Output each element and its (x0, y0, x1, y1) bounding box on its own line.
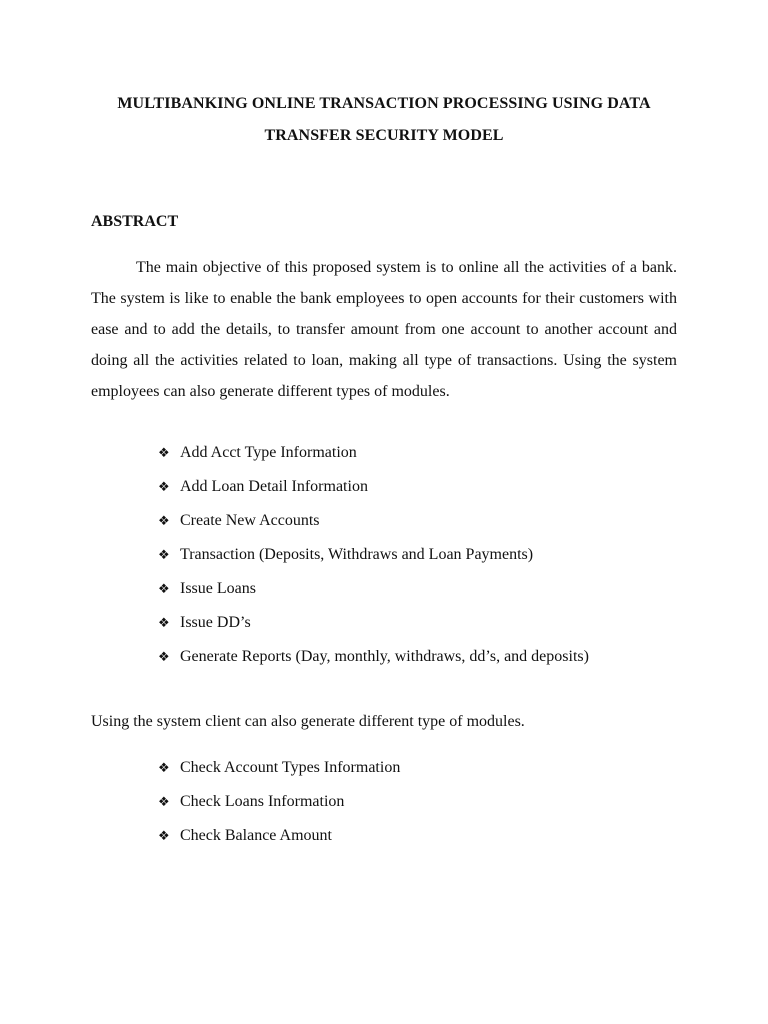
document-title (60, 88, 708, 152)
list-item (158, 785, 400, 819)
title-line-1: MULTIBANKING ONLINE TRANSACTION PROCESSING USING DATA (117, 95, 651, 112)
title-line-2: TRANSFER SECURITY MODEL (264, 127, 504, 144)
list-item-label: Check Account Types Information (180, 759, 401, 776)
list-item (158, 751, 400, 785)
list-item (158, 572, 589, 606)
list-item (158, 640, 589, 674)
list-item (158, 436, 589, 470)
list-item-label: Add Loan Detail Information (180, 478, 368, 495)
list-item (158, 819, 400, 853)
diamond-bullet-icon: ❖ (158, 761, 170, 776)
list-item-label: Check Balance Amount (180, 827, 332, 844)
list-item (158, 538, 589, 572)
list-item-label: Issue DD’s (180, 614, 251, 631)
diamond-bullet-icon: ❖ (158, 829, 170, 844)
diamond-bullet-icon: ❖ (158, 446, 170, 461)
list-item (158, 504, 589, 538)
diamond-bullet-icon: ❖ (158, 582, 170, 597)
diamond-bullet-icon: ❖ (158, 650, 170, 665)
diamond-bullet-icon: ❖ (158, 514, 170, 529)
list-item-label: Check Loans Information (180, 793, 345, 810)
list-item (158, 606, 589, 640)
diamond-bullet-icon: ❖ (158, 548, 170, 563)
client-modules-list (158, 751, 400, 853)
employee-modules-list (158, 436, 589, 674)
diamond-bullet-icon: ❖ (158, 795, 170, 810)
diamond-bullet-icon: ❖ (158, 616, 170, 631)
list-item-label: Add Acct Type Information (180, 444, 357, 461)
abstract-heading: ABSTRACT (91, 213, 179, 230)
list-item-label: Issue Loans (180, 580, 256, 597)
diamond-bullet-icon: ❖ (158, 480, 170, 495)
list-item-label: Create New Accounts (180, 512, 320, 529)
list-item-label: Transaction (Deposits, Withdraws and Loan Payments) (180, 546, 534, 563)
client-modules-intro: Using the system client can also generate different type of modules. (91, 713, 525, 730)
abstract-paragraph: The main objective of this proposed system is to online all the activities of a bank. The system is like to enable the bank employees to open accounts for their customers with ease and to add the details, to transfer amount from one account to another account and doing all the activities related to loan, making all type of transactions. Using the system employees can also generate different types of modules. (91, 259, 677, 400)
list-item (158, 470, 589, 504)
list-item-label: Generate Reports (Day, monthly, withdraws, dd’s, and deposits) (180, 648, 589, 665)
